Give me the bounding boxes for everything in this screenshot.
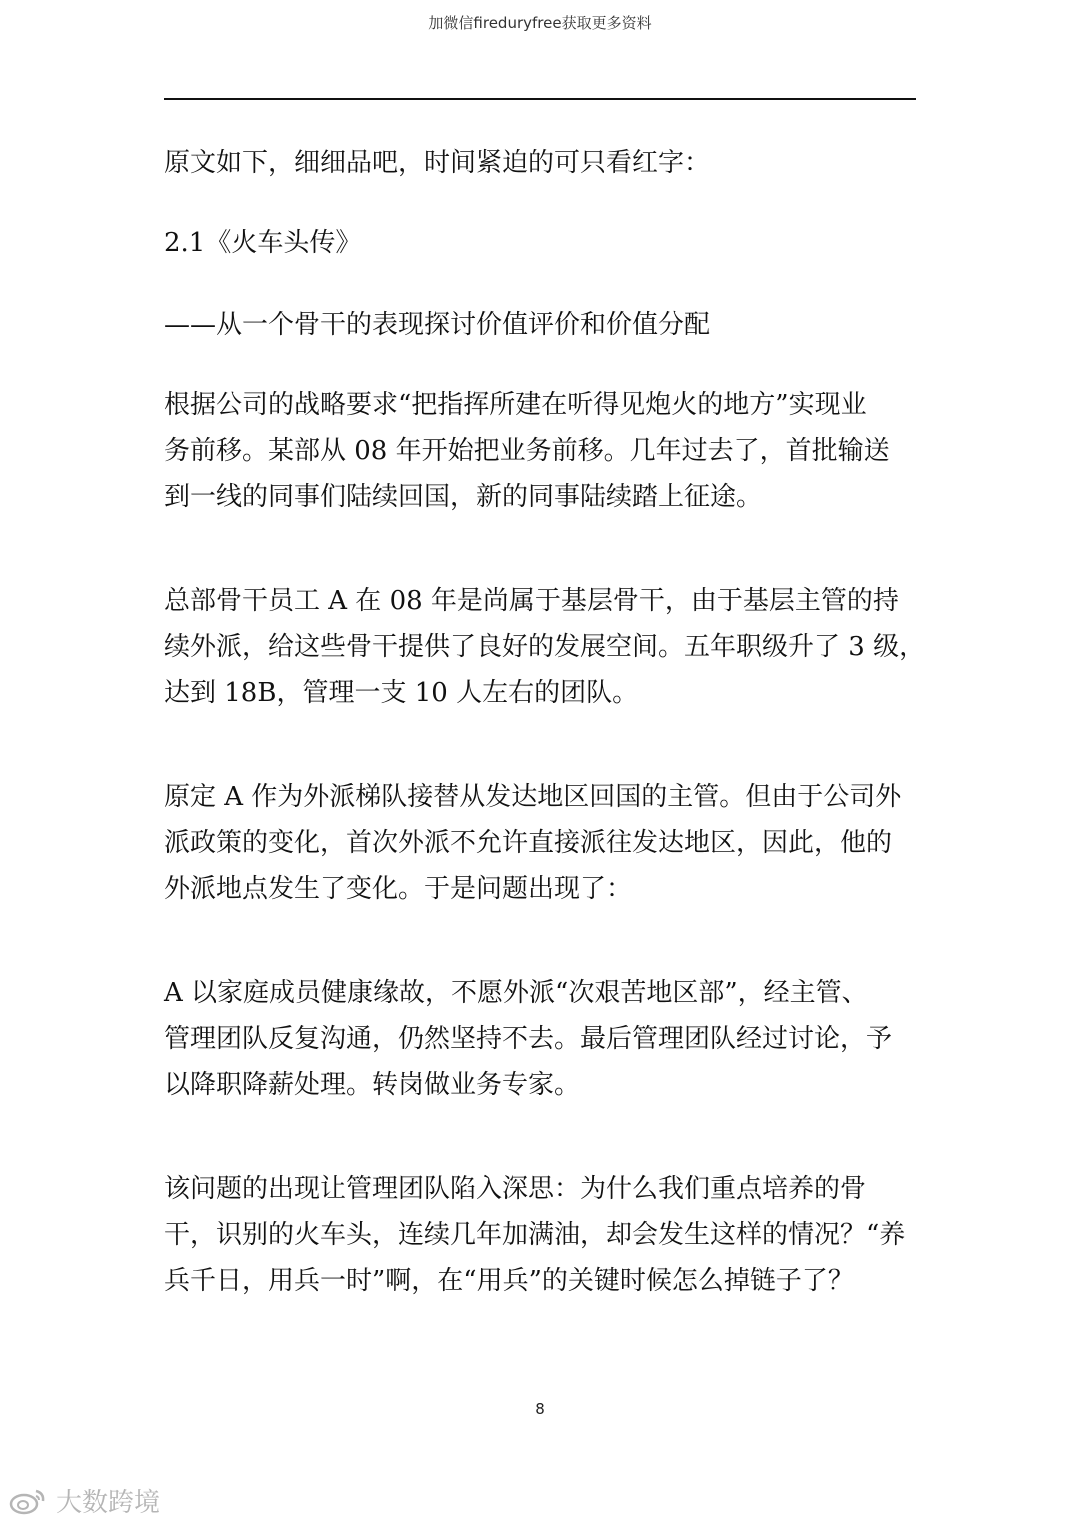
paragraph-line: 到一线的同事们陆续回国，新的同事陆续踏上征途。 — [164, 482, 763, 512]
paragraph-line: 总部骨干员工 A 在 08 年是尚属于基层骨干，由于基层主管的持 — [164, 586, 899, 616]
paragraph-line: 达到 18B，管理一支 10 人左右的团队。 — [164, 678, 639, 708]
section-title: 2.1《火车头传》 — [164, 228, 362, 258]
paragraph-line: 兵千日，用兵一时”啊，在“用兵”的关键时候怎么掉链子了？ — [164, 1266, 854, 1296]
paragraph-line: 务前移。某部从 08 年开始把业务前移。几年过去了，首批输送 — [164, 436, 890, 466]
intro-paragraph — [164, 140, 924, 186]
body-paragraph-3 — [164, 774, 924, 912]
section-heading — [164, 220, 924, 266]
body-paragraph-1 — [164, 382, 924, 520]
paragraph-line: 派政策的变化，首次外派不允许直接派往发达地区，因此，他的 — [164, 828, 893, 858]
body-paragraph-2 — [164, 578, 924, 716]
paragraph-line: 干，识别的火车头，连续几年加满油，却会发生这样的情况？“养 — [164, 1220, 906, 1250]
intro-line: 原文如下，细细品吧，时间紧迫的可只看红字： — [164, 148, 711, 178]
header-divider — [164, 98, 916, 100]
subtitle-line: ——从一个骨干的表现探讨价值评价和价值分配 — [164, 310, 711, 340]
paragraph-line: 外派地点发生了变化。于是问题出现了： — [164, 874, 633, 904]
watermark — [8, 1482, 160, 1519]
paragraph-line: 管理团队反复沟通，仍然坚持不去。最后管理团队经过讨论，予 — [164, 1024, 893, 1054]
paragraph-line: A 以家庭成员健康缘故，不愿外派“次艰苦地区部”，经主管、 — [164, 978, 868, 1008]
section-subtitle — [164, 302, 924, 348]
paragraph-line: 该问题的出现让管理团队陷入深思：为什么我们重点培养的骨 — [164, 1174, 867, 1204]
paragraph-line: 根据公司的战略要求“把指挥所建在听得见炮火的地方”实现业 — [164, 390, 867, 420]
header-note: 加微信fireduryfree获取更多资料 — [428, 14, 652, 32]
watermark-text: 大数跨境 — [56, 1488, 161, 1518]
paragraph-line: 原定 A 作为外派梯队接替从发达地区回国的主管。但由于公司外 — [164, 782, 902, 812]
paragraph-line: 续外派，给这些骨干提供了良好的发展空间。五年职级升了 3 级， — [164, 632, 926, 662]
paragraph-line: 以降职降薪处理。转岗做业务专家。 — [164, 1070, 581, 1100]
weibo-logo-icon — [8, 1487, 48, 1515]
body-paragraph-5 — [164, 1166, 924, 1304]
body-paragraph-4 — [164, 970, 924, 1108]
page-number: 8 — [535, 1400, 545, 1418]
